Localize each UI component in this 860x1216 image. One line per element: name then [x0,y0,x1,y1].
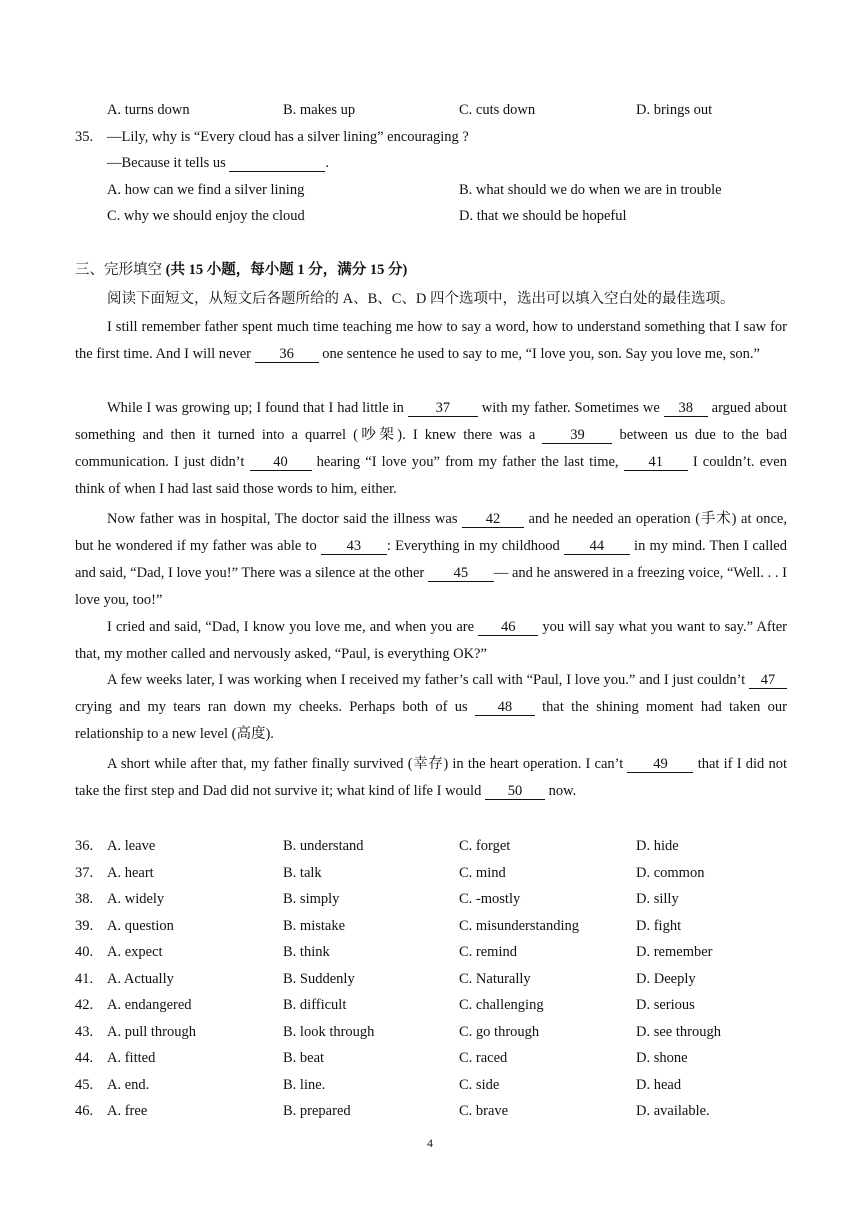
option-d: D. head [636,1076,682,1093]
q35-option-a: A. how can we find a silver lining [107,182,305,198]
option-d: D. see through [636,1023,721,1040]
question-number: 43. [75,1023,94,1040]
q35-option-d: D. that we should be hopeful [459,208,627,224]
option-c: C. mind [459,864,506,881]
option-d: D. silly [636,891,679,907]
option-c: C. forget [459,838,511,854]
page-number: 4 [427,1136,433,1150]
section-title-bold: (共 15 小题，每小题 1 分，满分 15 分) [165,262,408,278]
option-d: D. remember [636,944,713,960]
option-b: B. understand [283,838,364,854]
option-b: B. talk [283,864,322,881]
option-b: B. prepared [283,1103,351,1119]
q34-option-d: D. brings out [636,102,713,118]
option-b: B. mistake [283,917,346,934]
option-c: C. raced [459,1050,508,1066]
option-a: A. question [107,917,174,934]
passage-paragraph-6: A short while after that, my father finally survived (幸存) in the heart operation. I can’t 49 that if I did not take the first step and Dad did not survive it; what kind of life I would 50 now. [75,756,787,799]
option-a: A. fitted [107,1050,156,1066]
q35-answer-line [107,153,329,173]
blank-38: 38 [664,400,708,417]
option-a: A. widely [107,891,165,907]
blank-40: 40 [250,454,312,471]
q35-blank [229,155,325,172]
blank-48: 48 [475,699,535,716]
question-number: 44. [75,1050,94,1066]
section-instruction: 阅读下面短文，从短文后各题所给的 A、B、C、D 四个选项中，选出可以填入空白处的最佳选项。 [107,291,735,307]
question-number: 38. [75,891,94,907]
option-b: B. Suddenly [283,970,355,987]
option-d: D. serious [636,997,695,1013]
option-d: D. fight [636,917,682,934]
option-a: A. heart [107,864,154,881]
question-number: 45. [75,1076,94,1093]
question-number: 39. [75,917,94,934]
passage-paragraph-1: I still remember father spent much time teaching me how to say a word, how to understand something that I saw for the first time. And I will never 36 one sentence he used to say to me, “I love you, son. Say you love me, son.” [75,319,787,362]
question-number: 46. [75,1103,94,1119]
blank-37: 37 [408,400,478,417]
option-c: C. challenging [459,997,544,1013]
blank-47: 47 [749,672,787,689]
option-d: D. available. [636,1103,710,1119]
option-c: C. -mostly [459,891,521,907]
option-c: C. go through [459,1023,540,1040]
option-b: B. look through [283,1023,375,1040]
passage-paragraph-5: A few weeks later, I was working when I received my father’s call with “Paul, I love you.” and I just couldn’t 47 crying and my tears ran down my cheeks. Perhaps both of us 48 that the shining moment had taken our relationship to a new level (高度). [75,672,787,742]
blank-36: 36 [255,346,319,363]
blank-44: 44 [564,538,630,555]
option-c: C. remind [459,944,517,960]
option-c: C. Naturally [459,970,531,987]
option-a: A. end. [107,1076,150,1093]
blank-39: 39 [542,427,612,444]
blank-42: 42 [462,511,524,528]
blank-49: 49 [627,756,693,773]
option-d: D. shone [636,1050,688,1066]
option-b: B. beat [283,1050,325,1066]
q35-number: 35. [75,129,94,145]
option-d: D. Deeply [636,970,696,987]
question-number: 40. [75,944,94,960]
option-a: A. leave [107,838,156,854]
question-number: 42. [75,997,94,1013]
option-a: A. endangered [107,997,192,1013]
option-c: C. brave [459,1103,509,1119]
passage-paragraph-4: I cried and said, “Dad, I know you love me, and when you are 46 you will say what you want to say.” After that, my mother called and nervously asked, “Paul, is everything OK?” [75,619,787,662]
option-d: D. common [636,864,705,881]
option-a: A. Actually [107,970,174,987]
passage-paragraph-2: While I was growing up; I found that I had little in 37 with my father. Sometimes we 38 argued about something and then it turned into a quarrel (吵架). I knew there was a 39 between us due to the bad communication. I just didn’t 40 hearing “I love you” from my father the last time, 41 I couldn’t. even think of when I had last said those words to him, either. [75,400,787,497]
blank-46: 46 [478,619,538,636]
question-number: 37. [75,864,94,881]
option-a: A. pull through [107,1023,197,1040]
blank-43: 43 [321,538,387,555]
q35-answer-suffix: . [325,155,330,171]
passage-paragraph-3: Now father was in hospital, The doctor said the illness was 42 and he needed an operation (手术) at once, but he wondered if my father was able to 43 : Everything in my childhood 44 in my mind. Then I called and said, “Dad, I love you!” There was a silence at the other 45 — and he answered in a freezing voice, “Well. . . I love you, too!” [75,511,787,608]
option-b: B. simply [283,891,340,907]
option-d: D. hide [636,838,679,854]
q35-answer-prefix: —Because it tells us [107,155,226,171]
question-number: 36. [75,838,94,854]
question-number: 41. [75,970,94,987]
option-c: C. side [459,1076,500,1093]
option-a: A. free [107,1103,148,1119]
section-title [75,260,407,280]
q35-option-c: C. why we should enjoy the cloud [107,208,305,224]
q34-option-b: B. makes up [283,102,356,118]
q34-option-c: C. cuts down [459,102,536,118]
option-c: C. misunderstanding [459,917,580,934]
q35-option-b: B. what should we do when we are in trouble [459,182,722,198]
blank-41: 41 [624,454,688,471]
blank-45: 45 [428,565,494,582]
q34-option-a: A. turns down [107,102,190,118]
option-b: B. think [283,944,330,960]
option-a: A. expect [107,944,163,960]
blank-50: 50 [485,783,545,800]
q35-question: —Lily, why is “Every cloud has a silver lining” encouraging ? [107,129,469,145]
option-b: B. line. [283,1076,326,1093]
option-b: B. difficult [283,997,347,1013]
section-title-prefix: 三、完形填空 [75,262,166,278]
